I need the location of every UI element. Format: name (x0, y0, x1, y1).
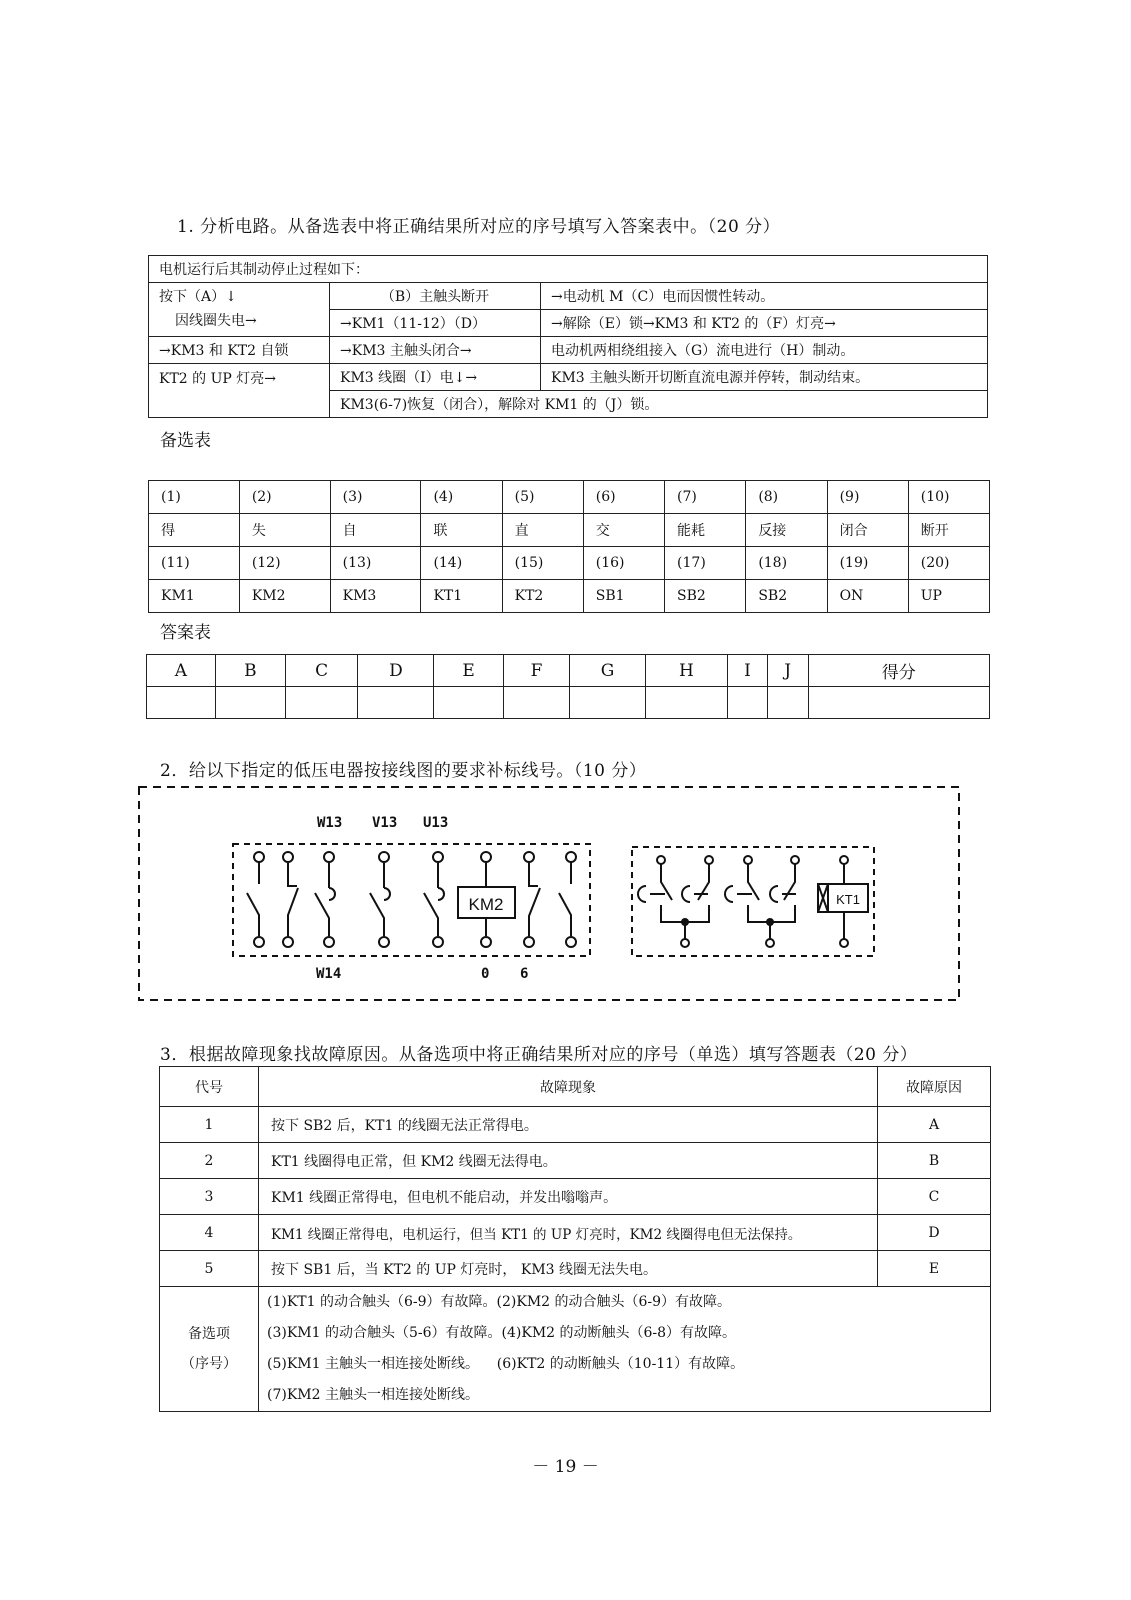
opt-cell: (15) (502, 547, 583, 580)
opt-cell: UP (908, 580, 989, 613)
flow-r1c2: （B）主触头断开 (330, 283, 541, 310)
opt-cell: 得 (149, 514, 240, 547)
answer-header: F (503, 655, 569, 687)
coil-kt1-label: KT1 (836, 892, 860, 907)
fault-text: KM1 线圈正常得电，但电机不能启动，并发出嗡嗡声。 (259, 1179, 878, 1215)
junction-dot (681, 918, 689, 926)
opt-cell: SB2 (665, 580, 746, 613)
opt-cell: 闭合 (827, 514, 908, 547)
q3-title: 3．根据故障现象找故障原因。从备选项中将正确结果所对应的序号（单选）填写答题表（20 分） (160, 1045, 918, 1065)
answer-header: J (767, 655, 808, 687)
fault-cause: B (878, 1143, 991, 1179)
answer-header: D (358, 655, 434, 687)
opt-cell: KT2 (502, 580, 583, 613)
label-w13: W13 (317, 815, 343, 831)
options-label-line2: （序号） (181, 1356, 237, 1372)
flow-r2c2: →KM1（11-12）（D） (330, 310, 541, 337)
flow-r4c1: KT2 的 UP 灯亮→ (149, 364, 330, 418)
fault-code: 3 (160, 1179, 259, 1215)
opt-cell: 联 (421, 514, 502, 547)
fault-header-code: 代号 (160, 1067, 259, 1107)
flow-r2c3: →解除（E）锁→KM3 和 KT2 的（F）灯亮→ (541, 310, 988, 337)
coil-km2-label: KM2 (468, 895, 504, 914)
flow-header: 电机运行后其制动停止过程如下： (149, 256, 988, 283)
options-label: 备选表 (160, 431, 211, 451)
fault-cause: A (878, 1107, 991, 1143)
fault-text: 按下 SB2 后，KT1 的线圈无法正常得电。 (259, 1107, 878, 1143)
fault-cause: D (878, 1215, 991, 1251)
label-v13: V13 (372, 815, 398, 831)
flow-r1c1-line1: 按下（A）↓ (159, 289, 237, 305)
options-label-line1: 备选项 (188, 1326, 230, 1342)
opt-cell: (3) (330, 481, 421, 514)
opt-cell: 反接 (746, 514, 827, 547)
opt-cell: (14) (421, 547, 502, 580)
opt-cell: (2) (239, 481, 330, 514)
flow-r3c2: →KM3 主触头闭合→ (330, 337, 541, 364)
fault-text: 按下 SB1 后，当 KT2 的 UP 灯亮时， KM3 线圈无法失电。 (259, 1251, 878, 1287)
fault-code: 4 (160, 1215, 259, 1251)
opt-cell: SB2 (746, 580, 827, 613)
opt-cell: (6) (583, 481, 664, 514)
fault-option-line: (5)KM1 主触头一相连接处断线。 (6)KT2 的动断触头（10-11）有故障。 (267, 1356, 745, 1372)
fault-options-label (160, 1287, 259, 1412)
flow-r4c2: KM3 线圈（I）电↓→ (330, 364, 541, 391)
opt-cell: (18) (746, 547, 827, 580)
opt-cell: 直 (502, 514, 583, 547)
fault-cause: E (878, 1251, 991, 1287)
opt-cell: KM2 (239, 580, 330, 613)
opt-cell: 自 (330, 514, 421, 547)
flow-r3c1: →KM3 和 KT2 自锁 (149, 337, 330, 364)
flow-r3c3: 电动机两相绕组接入（G）流电进行（H）制动。 (541, 337, 988, 364)
fault-option-line: (7)KM2 主触头一相连接处断线。 (267, 1387, 479, 1403)
opt-cell: KM3 (330, 580, 421, 613)
label-6: 6 (520, 966, 529, 982)
q1-title: 1. 分析电路。从备选表中将正确结果所对应的序号填写入答案表中。（20 分） (177, 217, 781, 237)
opt-cell: (7) (665, 481, 746, 514)
junction-dot (766, 918, 774, 926)
answer-header: A (147, 655, 216, 687)
answer-header: E (434, 655, 504, 687)
opt-cell: (13) (330, 547, 421, 580)
answer-label: 答案表 (160, 623, 211, 643)
answer-header: B (215, 655, 285, 687)
label-0: 0 (481, 966, 490, 982)
fault-option-line: (3)KM1 的动合触头（5-6）有故障。(4)KM2 的动断触头（6-8）有故障。 (267, 1325, 737, 1341)
opt-cell: SB1 (583, 580, 664, 613)
fault-options (259, 1287, 991, 1412)
flow-r5c2: KM3(6-7)恢复（闭合），解除对 KM1 的（J）锁。 (330, 391, 988, 418)
flow-r1c1-line2: 因线圈失电→ (175, 313, 257, 329)
opt-cell: (11) (149, 547, 240, 580)
opt-cell: KT1 (421, 580, 502, 613)
label-w14: W14 (316, 966, 342, 982)
opt-cell: (17) (665, 547, 746, 580)
fault-option-line: (1)KT1 的动合触头（6-9）有故障。(2)KM2 的动合触头（6-9）有故障。 (267, 1294, 732, 1310)
opt-cell: (19) (827, 547, 908, 580)
opt-cell: (12) (239, 547, 330, 580)
answer-header: C (285, 655, 358, 687)
opt-cell: (20) (908, 547, 989, 580)
fault-text: KT1 线圈得电正常，但 KM2 线圈无法得电。 (259, 1143, 878, 1179)
opt-cell: 交 (583, 514, 664, 547)
fault-code: 2 (160, 1143, 259, 1179)
opt-cell: (8) (746, 481, 827, 514)
opt-cell: 失 (239, 514, 330, 547)
opt-cell: (5) (502, 481, 583, 514)
opt-cell: (4) (421, 481, 502, 514)
opt-cell: 能耗 (665, 514, 746, 547)
opt-cell: (9) (827, 481, 908, 514)
flow-r1c3: →电动机 M（C）电而因惯性转动。 (541, 283, 988, 310)
opt-cell: ON (827, 580, 908, 613)
flow-r4c3: KM3 主触头断开切断直流电源并停转，制动结束。 (541, 364, 988, 391)
opt-cell: KM1 (149, 580, 240, 613)
q3-fault-table (159, 1066, 991, 1412)
answer-header: I (727, 655, 767, 687)
answer-header: 得分 (808, 655, 990, 687)
fault-code: 5 (160, 1251, 259, 1287)
fault-text: KM1 线圈正常得电，电机运行，但当 KT1 的 UP 灯亮时，KM2 线圈得电但无法保持。 (259, 1215, 878, 1251)
fault-header-phenomenon: 故障现象 (259, 1067, 878, 1107)
q2-title: 2．给以下指定的低压电器按接线图的要求补标线号。（10 分） (160, 761, 647, 781)
opt-cell: (16) (583, 547, 664, 580)
fault-cause: C (878, 1179, 991, 1215)
fault-header-cause: 故障原因 (878, 1067, 991, 1107)
fault-code: 1 (160, 1107, 259, 1143)
label-u13: U13 (423, 815, 449, 831)
answer-header: H (645, 655, 727, 687)
opt-cell: 断开 (908, 514, 989, 547)
opt-cell: (1) (149, 481, 240, 514)
opt-cell: (10) (908, 481, 989, 514)
answer-header: G (570, 655, 646, 687)
page-number: － 19 － (532, 1457, 599, 1477)
